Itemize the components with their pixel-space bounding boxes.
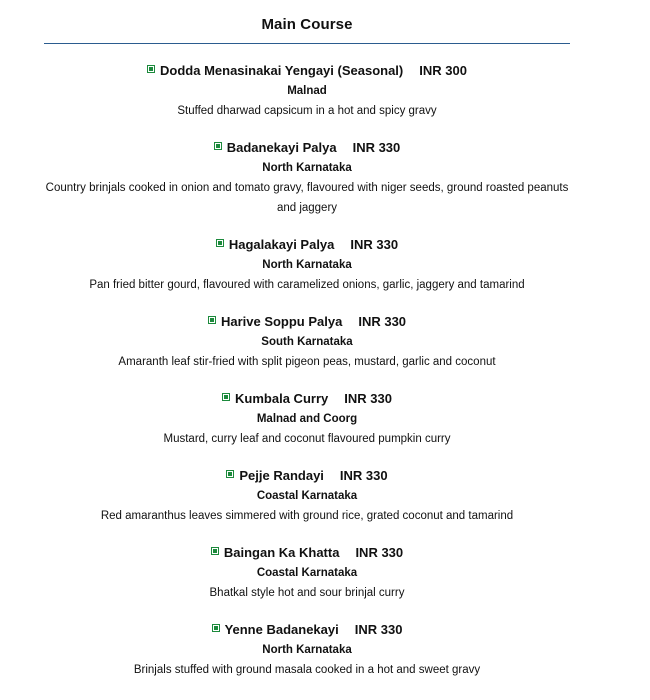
menu-item-header bbox=[40, 390, 574, 408]
menu-item bbox=[40, 467, 574, 526]
menu-item bbox=[40, 236, 574, 295]
dish-name: Yenne Badanekayi bbox=[224, 622, 339, 637]
dish-price: INR 330 bbox=[339, 468, 388, 483]
veg-indicator-icon bbox=[214, 142, 222, 150]
menu-item-header bbox=[40, 236, 574, 254]
menu-item-header bbox=[40, 62, 574, 80]
dish-name: Badanekayi Palya bbox=[226, 140, 337, 155]
dish-description: Red amaranthus leaves simmered with ground rice, grated coconut and tamarind bbox=[100, 510, 514, 522]
menu-item bbox=[40, 621, 574, 680]
dish-name: Baingan Ka Khatta bbox=[223, 545, 340, 560]
dish-region: Malnad bbox=[287, 85, 327, 97]
menu-item-header bbox=[40, 544, 574, 562]
dish-region: Coastal Karnataka bbox=[256, 490, 358, 502]
dish-price: INR 330 bbox=[350, 237, 399, 252]
veg-indicator-icon bbox=[216, 239, 224, 247]
veg-indicator-icon bbox=[211, 547, 219, 555]
menu-item bbox=[40, 390, 574, 449]
veg-indicator-icon bbox=[222, 393, 230, 401]
dish-name: Kumbala Curry bbox=[235, 391, 329, 406]
menu-item bbox=[40, 62, 574, 121]
dish-description: Amaranth leaf stir-fried with split pigeon peas, mustard, garlic and coconut bbox=[118, 356, 496, 368]
title-divider bbox=[44, 43, 570, 44]
dish-description: Brinjals stuffed with ground masala cooked in a hot and sweet gravy bbox=[133, 664, 481, 676]
page-title: Main Course bbox=[261, 16, 353, 33]
dish-price: INR 330 bbox=[358, 314, 407, 329]
menu-item-header bbox=[40, 139, 574, 157]
dish-region: South Karnataka bbox=[261, 336, 353, 348]
veg-indicator-icon bbox=[147, 65, 155, 73]
dish-description: Bhatkal style hot and sour brinjal curry bbox=[209, 587, 405, 599]
dish-name: Hagalakayi Palya bbox=[228, 237, 335, 252]
dish-description: Country brinjals cooked in onion and tomato gravy, flavoured with niger seeds, ground roasted peanuts and jaggery bbox=[45, 182, 569, 214]
dish-region: North Karnataka bbox=[262, 644, 352, 656]
dish-description: Stuffed dharwad capsicum in a hot and spicy gravy bbox=[177, 105, 437, 117]
dish-region: North Karnataka bbox=[262, 259, 352, 271]
menu-item bbox=[40, 544, 574, 603]
menu-item-header bbox=[40, 467, 574, 485]
dish-name: Pejje Randayi bbox=[239, 468, 324, 483]
dish-price: INR 330 bbox=[352, 140, 401, 155]
dish-region: Coastal Karnataka bbox=[256, 567, 358, 579]
menu-item-header bbox=[40, 621, 574, 639]
dish-price: INR 330 bbox=[355, 545, 404, 560]
dish-price: INR 330 bbox=[344, 391, 392, 406]
dish-region: North Karnataka bbox=[262, 162, 352, 174]
menu-item-header bbox=[40, 313, 574, 331]
menu-item bbox=[40, 139, 574, 218]
veg-indicator-icon bbox=[208, 316, 216, 324]
veg-indicator-icon bbox=[212, 624, 220, 632]
veg-indicator-icon bbox=[226, 470, 234, 478]
dish-price: INR 330 bbox=[354, 622, 403, 637]
dish-name: Harive Soppu Palya bbox=[220, 314, 343, 329]
dish-region: Malnad and Coorg bbox=[256, 413, 358, 425]
dish-name: Dodda Menasinakai Yengayi (Seasonal) bbox=[160, 63, 404, 78]
dish-description: Pan fried bitter gourd, flavoured with caramelized onions, garlic, jaggery and tamarind bbox=[89, 279, 525, 291]
menu-item bbox=[40, 313, 574, 372]
dish-price: INR 300 bbox=[419, 63, 467, 78]
dish-description: Mustard, curry leaf and coconut flavoured pumpkin curry bbox=[163, 433, 451, 445]
